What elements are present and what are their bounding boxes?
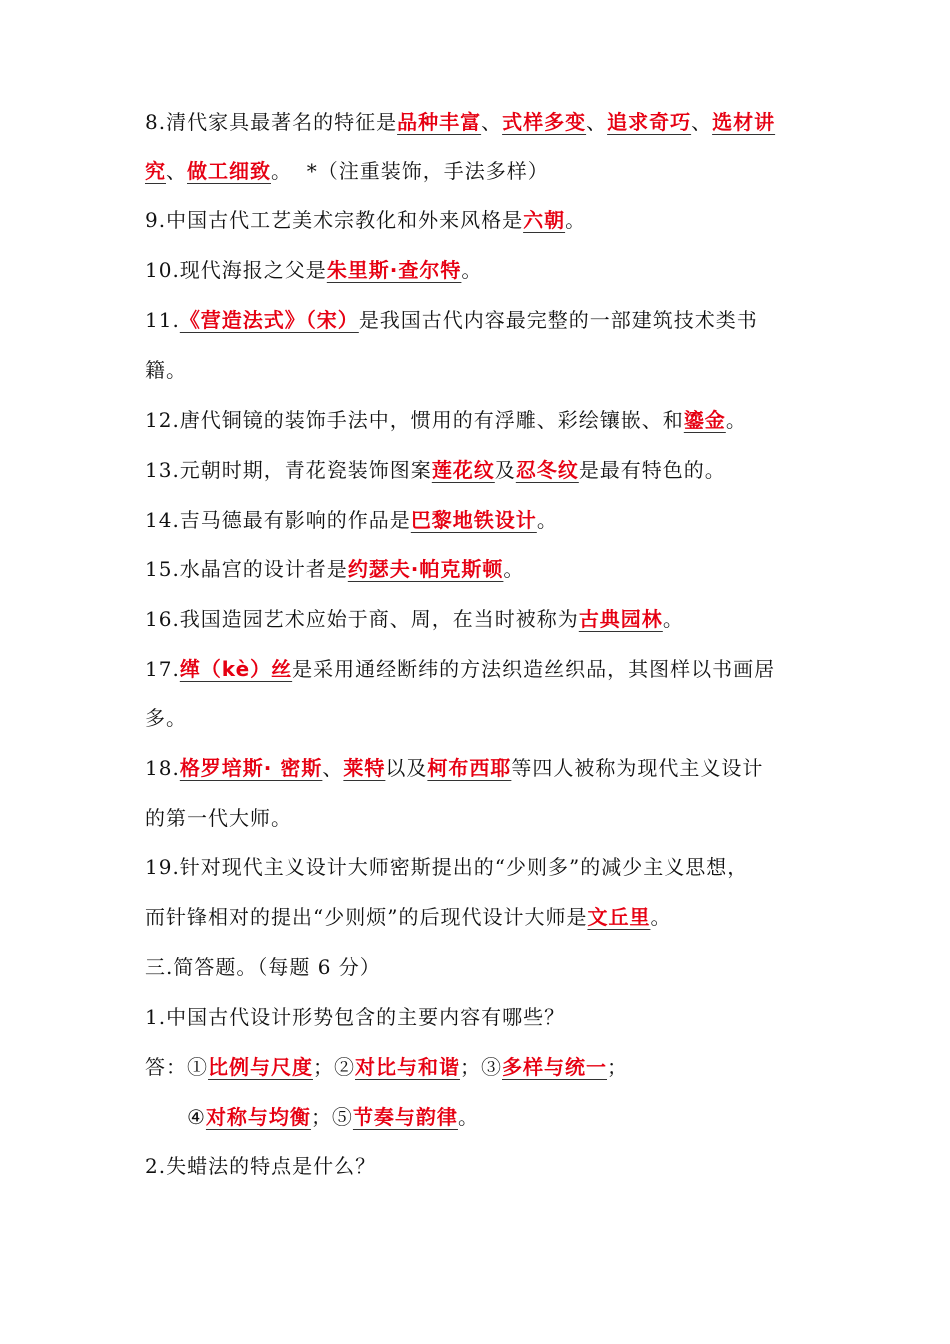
q14-suffix: 。 xyxy=(536,508,558,532)
q13-suffix: 是最有特色的。 xyxy=(578,458,726,482)
q15-suffix: 。 xyxy=(503,557,525,581)
q11-line-1 xyxy=(145,300,825,340)
q16-suffix: 。 xyxy=(662,607,684,631)
separator: ； xyxy=(607,1055,628,1079)
q15-line xyxy=(145,549,825,589)
q13-text: 13.元朝时期，青花瓷装饰图案 xyxy=(145,458,432,482)
sq2-question-text: 2.失蜡法的特点是什么？ xyxy=(145,1154,377,1178)
sq1-answer-line-1 xyxy=(145,1047,825,1087)
separator: 。 xyxy=(457,1105,479,1129)
answer-blank: 六朝 xyxy=(523,208,566,232)
q8-text: 8.清代家具最著名的特征是 xyxy=(145,110,398,134)
q17-line-2 xyxy=(145,698,825,738)
answer-blank: 朱里斯·查尔特 xyxy=(326,258,462,282)
answer-blank: 格罗培斯· 密斯 xyxy=(179,756,323,780)
answer-blank: 《营造法式》（宋） xyxy=(179,308,359,332)
answer-blank: 节奏与韵律 xyxy=(352,1105,458,1129)
q15-text: 15.水晶宫的设计者是 xyxy=(145,557,348,581)
answer-blank: 古典园林 xyxy=(578,607,663,631)
q18-line-1 xyxy=(145,748,825,788)
section-title: 三.简答题。（每题 6 分） xyxy=(145,955,381,979)
answer-blank: 比例与尺度 xyxy=(208,1055,313,1079)
separator: 、 xyxy=(322,756,344,780)
q12-suffix: 。 xyxy=(725,408,747,432)
q10-text: 10.现代海报之父是 xyxy=(145,258,327,282)
q14-line xyxy=(145,500,825,540)
q19-text-2: 而针锋相对的提出“少则烦”的后现代设计大师是 xyxy=(145,905,588,929)
answer-blank: 柯布西耶 xyxy=(427,756,512,780)
q18-line-2 xyxy=(145,798,825,838)
q17-text: 是采用通经断纬的方法织造丝织品，其图样以书画居 xyxy=(292,657,776,681)
q17-continuation: 多。 xyxy=(145,706,187,730)
answer-blank: 品种丰富 xyxy=(397,110,482,134)
answer-blank: 缂（kè）丝 xyxy=(179,657,293,681)
q12-text: 12.唐代铜镜的装饰手法中，惯用的有浮雕、彩绘镶嵌、和 xyxy=(145,408,684,432)
answer-blank: 对比与和谐 xyxy=(355,1055,460,1079)
separator: 、 xyxy=(586,110,608,134)
answer-blank: 追求奇巧 xyxy=(607,110,692,134)
q18-number: 18. xyxy=(145,756,180,780)
answer-blank: 文丘里 xyxy=(587,905,651,929)
q19-suffix: 。 xyxy=(650,905,672,929)
answer-blank: 做工细致 xyxy=(187,159,271,183)
separator: 。 xyxy=(271,159,292,183)
separator: ；⑤ xyxy=(310,1105,353,1129)
separator: 、 xyxy=(166,159,187,183)
answer-blank: 鎏金 xyxy=(683,408,726,432)
answer-blank: 对称与均衡 xyxy=(205,1105,311,1129)
q19-text: 19.针对现代主义设计大师密斯提出的“少则多”的减少主义思想， xyxy=(145,855,749,879)
sq2-question xyxy=(145,1146,825,1186)
separator: ；③ xyxy=(460,1055,502,1079)
section-heading xyxy=(145,947,825,987)
q11-line-2 xyxy=(145,350,825,390)
q16-text: 16.我国造园艺术应始于商、周，在当时被称为 xyxy=(145,607,579,631)
q9-text: 9.中国古代工艺美术宗教化和外来风格是 xyxy=(145,208,524,232)
q9-line xyxy=(145,200,825,240)
separator: 、 xyxy=(691,110,713,134)
q11-continuation: 籍。 xyxy=(145,358,187,382)
sq1-question-text: 1.中国古代设计形势包含的主要内容有哪些？ xyxy=(145,1005,566,1029)
q18-text: 等四人被称为现代主义设计 xyxy=(511,756,764,780)
q17-line-1 xyxy=(145,649,825,689)
q9-suffix: 。 xyxy=(565,208,587,232)
answer-blank: 选材讲 xyxy=(712,110,776,134)
q13-line xyxy=(145,450,825,490)
answer-blank: 式样多变 xyxy=(502,110,587,134)
q16-line xyxy=(145,599,825,639)
q8-line-2 xyxy=(145,151,825,191)
q11-number: 11. xyxy=(145,308,180,332)
sq1-answer-line-2 xyxy=(187,1097,867,1137)
answer-blank: 忍冬纹 xyxy=(515,458,579,482)
q19-line-1 xyxy=(145,847,825,887)
q14-text: 14.吉马德最有影响的作品是 xyxy=(145,508,411,532)
sq1-question xyxy=(145,997,825,1037)
q8-note: *（注重装饰，手法多样） xyxy=(292,159,549,183)
answer-label: 答：① xyxy=(145,1055,208,1079)
answer-blank: 究 xyxy=(145,159,166,183)
q12-line xyxy=(145,400,825,440)
answer-blank: 约瑟夫·帕克斯顿 xyxy=(347,557,504,581)
q11-text: 是我国古代内容最完整的一部建筑技术类书 xyxy=(358,308,758,332)
q10-suffix: 。 xyxy=(461,258,483,282)
q13-connector: 及 xyxy=(494,458,516,482)
q10-line xyxy=(145,250,825,290)
answer-blank: 莱特 xyxy=(343,756,386,780)
answer-blank: 莲花纹 xyxy=(431,458,495,482)
bullet-number: ④ xyxy=(187,1105,206,1129)
q18-connector: 以及 xyxy=(385,756,428,780)
answer-blank: 多样与统一 xyxy=(502,1055,607,1079)
separator: 、 xyxy=(481,110,503,134)
q19-line-2 xyxy=(145,897,825,937)
separator: ；② xyxy=(313,1055,355,1079)
q8-line-1 xyxy=(145,102,825,142)
q18-continuation: 的第一代大师。 xyxy=(145,806,292,830)
answer-blank: 巴黎地铁设计 xyxy=(410,508,537,532)
q17-number: 17. xyxy=(145,657,180,681)
